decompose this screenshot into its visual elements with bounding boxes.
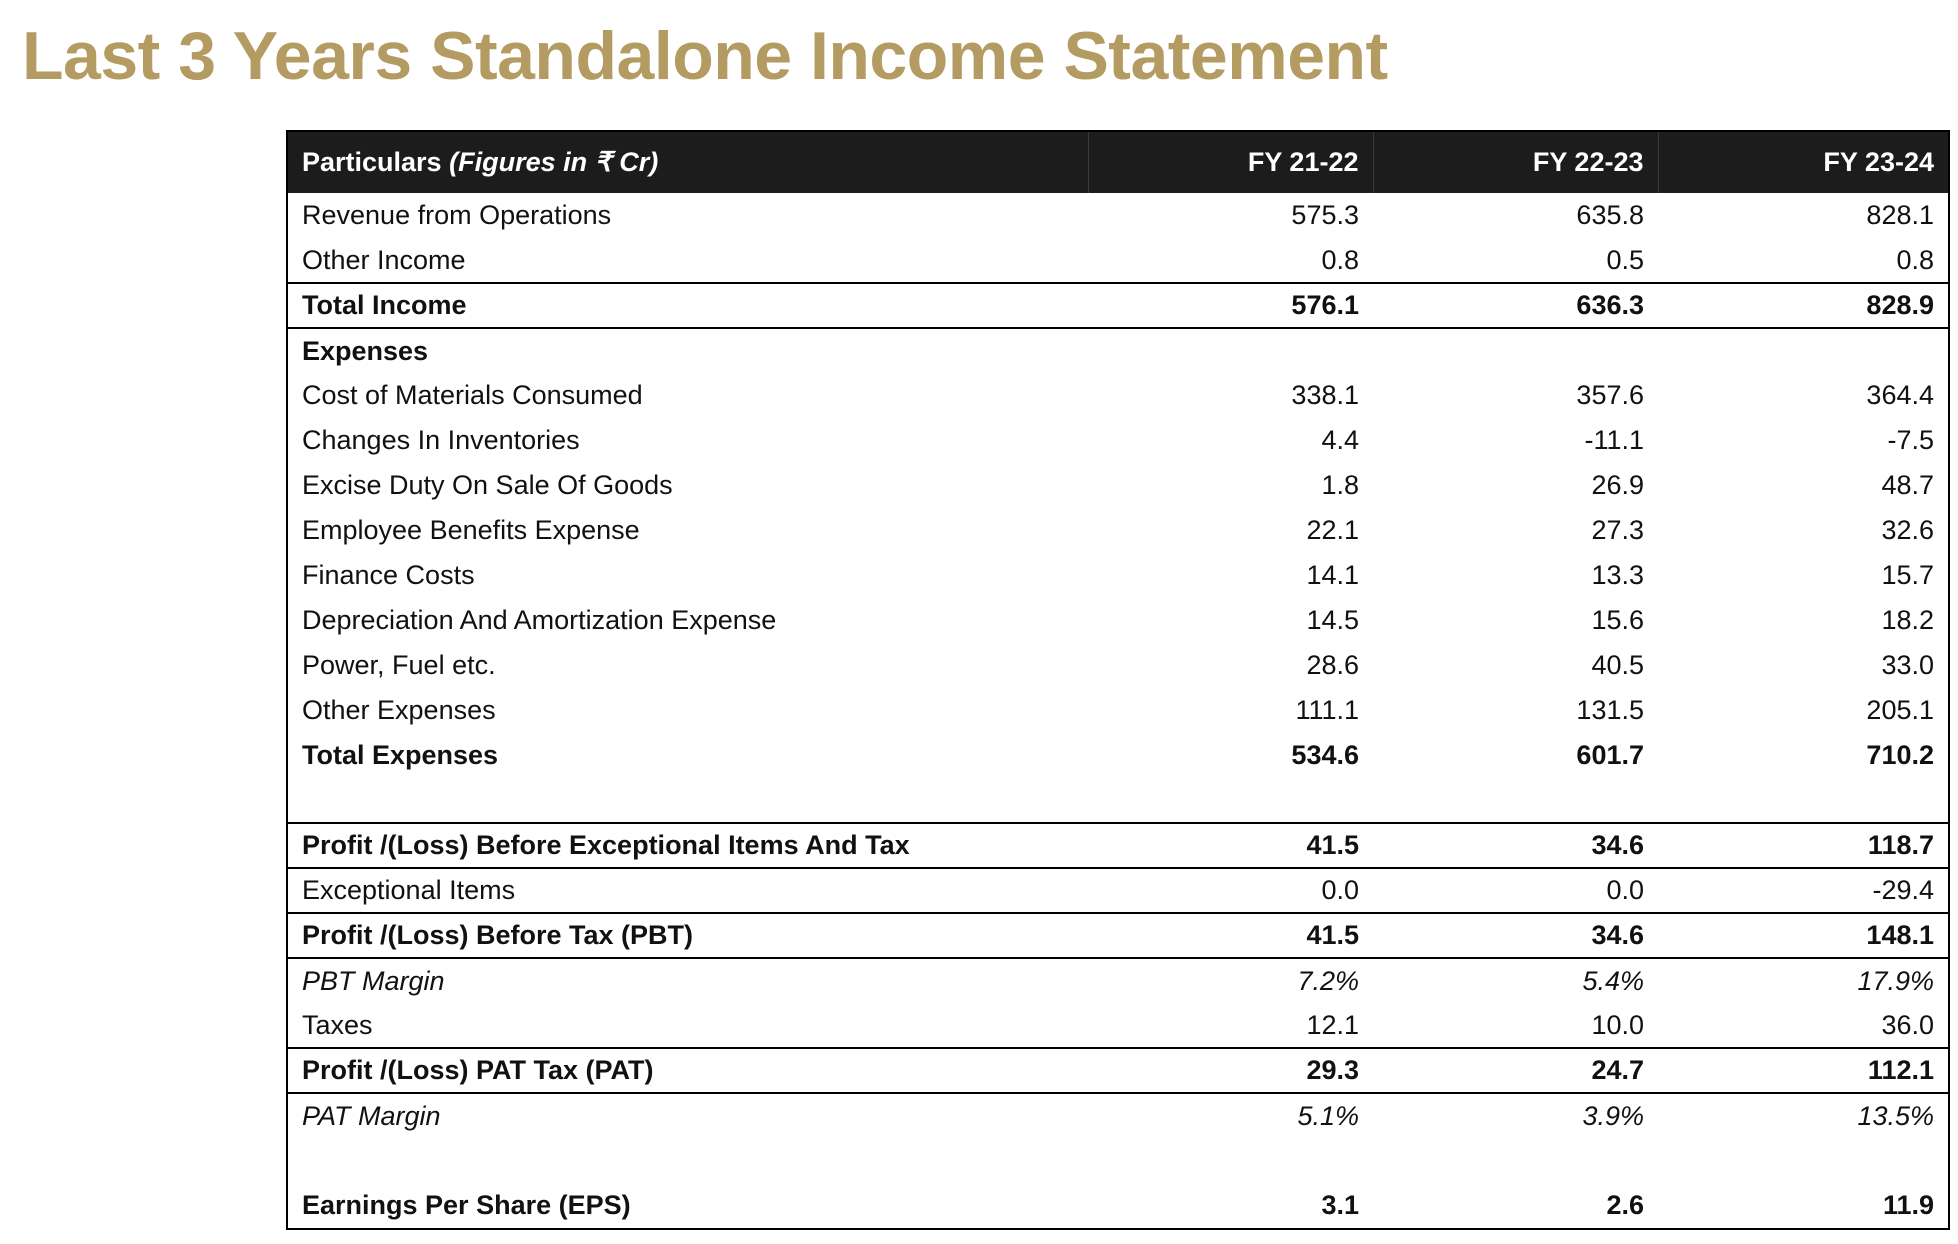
row-label: Profit /(Loss) Before Exceptional Items And Tax bbox=[288, 823, 1088, 868]
cell-value bbox=[1658, 328, 1948, 373]
table-row bbox=[288, 373, 1948, 418]
cell-value: 27.3 bbox=[1591, 515, 1644, 545]
cell-value: 41.5 bbox=[1088, 823, 1373, 868]
table-row-pbt bbox=[288, 913, 1948, 958]
row-label: Other Income bbox=[302, 244, 466, 275]
row-label: Taxes bbox=[302, 1009, 373, 1040]
row-label: Cost of Materials Consumed bbox=[302, 380, 643, 410]
cell-value: 364.4 bbox=[1866, 380, 1934, 410]
cell-value: 14.5 bbox=[1306, 605, 1359, 635]
cell-value: 2.6 bbox=[1606, 1190, 1644, 1220]
cell-value: 40.5 bbox=[1591, 650, 1644, 680]
row-label: Depreciation And Amortization Expense bbox=[302, 605, 777, 635]
row-label: Profit /(Loss) Before Tax (PBT) bbox=[288, 913, 1088, 958]
cell-value: 24.7 bbox=[1373, 1048, 1658, 1093]
header-year: FY 23-24 bbox=[1658, 131, 1948, 193]
row-label: Profit /(Loss) PAT Tax (PAT) bbox=[288, 1048, 1088, 1093]
cell-value: 5.1% bbox=[1088, 1093, 1373, 1138]
cell-value: 18.2 bbox=[1881, 605, 1934, 635]
table-row-expenses-heading bbox=[288, 328, 1948, 373]
header-units: (Figures in ₹ Cr) bbox=[449, 147, 659, 177]
cell-value: -7.5 bbox=[1887, 425, 1934, 455]
cell-value: 32.6 bbox=[1881, 515, 1934, 545]
cell-value: 15.7 bbox=[1881, 560, 1934, 590]
cell-value: 34.6 bbox=[1373, 823, 1658, 868]
cell-value: 148.1 bbox=[1658, 913, 1948, 958]
header-particulars bbox=[288, 131, 1088, 193]
cell-value: 357.6 bbox=[1576, 380, 1644, 410]
cell-value: -11.1 bbox=[1584, 425, 1644, 455]
income-statement-table-container bbox=[286, 130, 1950, 1230]
cell-value: 22.1 bbox=[1306, 515, 1359, 545]
row-label: Employee Benefits Expense bbox=[302, 515, 640, 545]
spacer-row bbox=[288, 778, 1948, 823]
table-row bbox=[288, 1003, 1948, 1048]
row-label: Excise Duty On Sale Of Goods bbox=[302, 470, 673, 500]
cell-value: 41.5 bbox=[1088, 913, 1373, 958]
cell-value: 7.2% bbox=[1088, 958, 1373, 1003]
row-label: Changes In Inventories bbox=[302, 425, 580, 455]
table-row bbox=[288, 463, 1948, 508]
table-row bbox=[288, 688, 1948, 733]
row-label: Other Expenses bbox=[302, 695, 496, 725]
table-row bbox=[288, 868, 1948, 913]
table-row-pat-margin bbox=[288, 1093, 1948, 1138]
cell-value: 12.1 bbox=[1306, 1009, 1359, 1040]
cell-value: 0.0 bbox=[1373, 868, 1658, 913]
cell-value: 131.5 bbox=[1576, 695, 1644, 725]
cell-value: 28.6 bbox=[1306, 650, 1359, 680]
cell-value: 11.9 bbox=[1882, 1190, 1934, 1220]
table-row bbox=[288, 418, 1948, 463]
cell-value: 15.6 bbox=[1591, 605, 1644, 635]
table-row-total-expenses bbox=[288, 733, 1948, 778]
row-label: Earnings Per Share (EPS) bbox=[302, 1190, 631, 1220]
cell-value: 111.1 bbox=[1295, 695, 1359, 725]
cell-value bbox=[1088, 328, 1373, 373]
table-row-pbt-margin bbox=[288, 958, 1948, 1003]
cell-value: 1.8 bbox=[1321, 470, 1359, 500]
cell-value: 205.1 bbox=[1866, 695, 1934, 725]
row-label: Expenses bbox=[288, 328, 1088, 373]
cell-value: -29.4 bbox=[1658, 868, 1948, 913]
row-label: Total Expenses bbox=[302, 740, 499, 770]
cell-value: 828.1 bbox=[1866, 200, 1934, 230]
row-label: Revenue from Operations bbox=[302, 200, 612, 230]
cell-value: 112.1 bbox=[1658, 1048, 1948, 1093]
header-year: FY 22-23 bbox=[1373, 131, 1658, 193]
row-label: Power, Fuel etc. bbox=[302, 650, 496, 680]
cell-value: 0.8 bbox=[1896, 244, 1934, 275]
cell-value: 29.3 bbox=[1088, 1048, 1373, 1093]
cell-value: 14.1 bbox=[1306, 560, 1359, 590]
header-year: FY 21-22 bbox=[1088, 131, 1373, 193]
cell-value: 601.7 bbox=[1576, 740, 1644, 770]
header-particulars-label: Particulars bbox=[302, 147, 442, 177]
table-row-profit-before-exceptional bbox=[288, 823, 1948, 868]
cell-value: 635.8 bbox=[1576, 200, 1644, 230]
cell-value: 4.4 bbox=[1321, 425, 1359, 455]
cell-value: 0.0 bbox=[1088, 868, 1373, 913]
cell-value: 534.6 bbox=[1291, 740, 1359, 770]
table-row bbox=[288, 508, 1948, 553]
row-label: PAT Margin bbox=[288, 1093, 1088, 1138]
table-row-total-income bbox=[288, 283, 1948, 328]
cell-value: 0.8 bbox=[1321, 244, 1359, 275]
table-row bbox=[288, 193, 1948, 238]
cell-value: 0.5 bbox=[1606, 244, 1644, 275]
cell-value: 828.9 bbox=[1658, 283, 1948, 328]
table-row bbox=[288, 553, 1948, 598]
cell-value: 48.7 bbox=[1881, 470, 1934, 500]
table-row bbox=[288, 598, 1948, 643]
cell-value: 3.9% bbox=[1373, 1093, 1658, 1138]
cell-value: 636.3 bbox=[1373, 283, 1658, 328]
table-row bbox=[288, 238, 1948, 283]
cell-value: 36.0 bbox=[1881, 1009, 1934, 1040]
table-row-pat bbox=[288, 1048, 1948, 1093]
cell-value bbox=[1373, 328, 1658, 373]
cell-value: 10.0 bbox=[1591, 1009, 1644, 1040]
cell-value: 338.1 bbox=[1291, 380, 1359, 410]
cell-value: 710.2 bbox=[1866, 740, 1934, 770]
spacer-row bbox=[288, 1138, 1948, 1183]
page-title: Last 3 Years Standalone Income Statement bbox=[22, 18, 1388, 94]
cell-value: 26.9 bbox=[1591, 470, 1644, 500]
cell-value: 34.6 bbox=[1373, 913, 1658, 958]
cell-value: 575.3 bbox=[1291, 200, 1359, 230]
table-header-row bbox=[288, 131, 1948, 193]
cell-value: 17.9% bbox=[1658, 958, 1948, 1003]
row-label: PBT Margin bbox=[288, 958, 1088, 1003]
cell-value: 33.0 bbox=[1881, 650, 1934, 680]
cell-value: 5.4% bbox=[1373, 958, 1658, 1003]
table-row-eps bbox=[288, 1183, 1948, 1228]
row-label: Finance Costs bbox=[302, 560, 475, 590]
cell-value: 13.5% bbox=[1658, 1093, 1948, 1138]
cell-value: 3.1 bbox=[1321, 1190, 1359, 1220]
income-statement-table bbox=[288, 130, 1948, 1228]
table-row bbox=[288, 643, 1948, 688]
row-label: Exceptional Items bbox=[288, 868, 1088, 913]
cell-value: 576.1 bbox=[1088, 283, 1373, 328]
row-label: Total Income bbox=[288, 283, 1088, 328]
cell-value: 13.3 bbox=[1591, 560, 1644, 590]
cell-value: 118.7 bbox=[1658, 823, 1948, 868]
